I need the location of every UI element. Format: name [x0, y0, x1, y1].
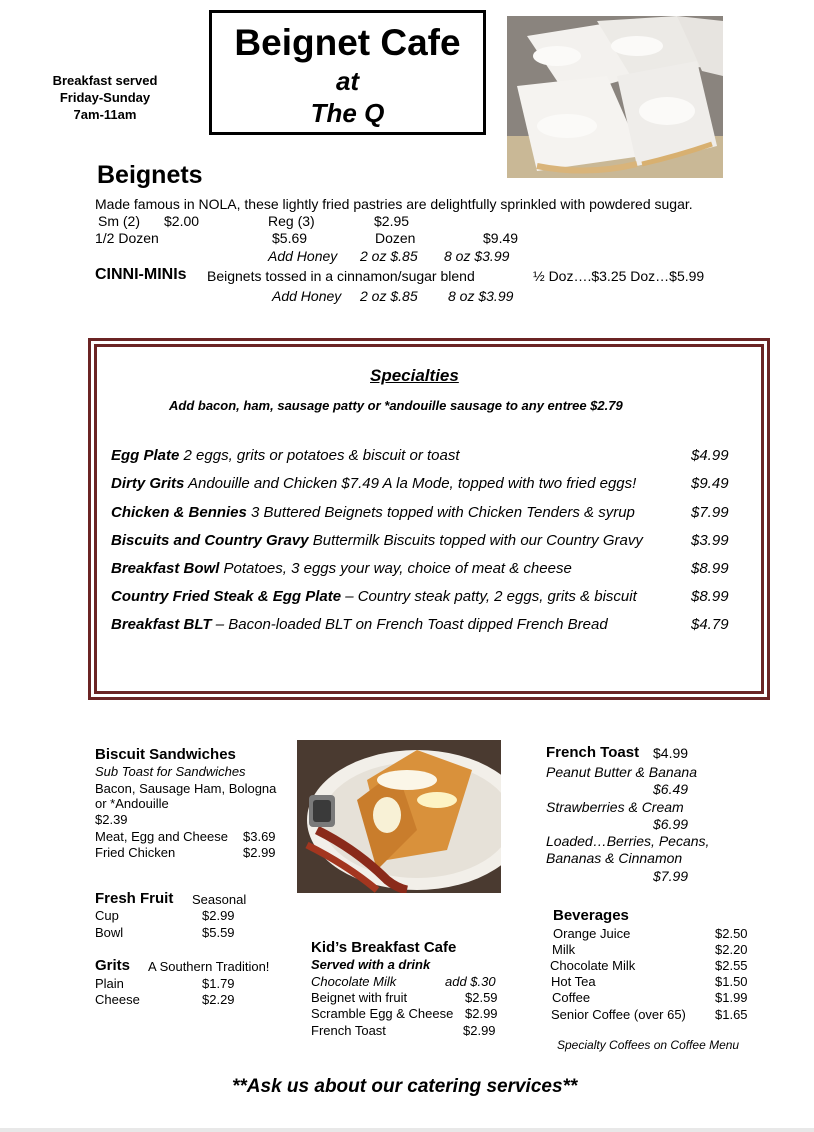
hours-line: 7am-11am	[73, 107, 137, 122]
fruit-item-price: $5.59	[202, 925, 235, 940]
honey-label: Add Honey	[268, 248, 338, 264]
specialties-heading: Specialties	[370, 366, 459, 385]
beverage-price: $2.20	[715, 942, 748, 957]
specialties-inner	[94, 344, 764, 694]
beverage-name: Milk	[552, 942, 576, 957]
french-toast-price: $4.99	[653, 745, 689, 761]
kids-item-name: Beignet with fruit	[311, 990, 408, 1005]
french-toast-item-name: Bananas & Cinnamon	[546, 850, 683, 866]
french-toast-photo	[297, 740, 501, 893]
honey-label: Add Honey	[272, 288, 342, 304]
biscuit-item-price: $3.69	[243, 829, 276, 844]
specialty-item	[111, 559, 731, 579]
title-venue: The Q	[310, 98, 385, 128]
specialty-desc: Potatoes, 3 eggs your way, choice of meat & cheese	[219, 560, 572, 577]
hours-line: Breakfast served	[52, 73, 158, 88]
kids-item-price: $2.99	[463, 1023, 496, 1038]
specialty-desc: Andouille and Chicken $7.49 A la Mode, topped with two fried eggs!	[184, 475, 637, 492]
specialty-price: $8.99	[691, 588, 729, 605]
specialty-name: Egg Plate	[111, 447, 180, 464]
specialty-name: Dirty Grits	[111, 475, 185, 492]
kids-item-price: $2.99	[465, 1006, 498, 1021]
beverage-price: $2.50	[715, 926, 748, 941]
beverages-heading: Beverages	[553, 907, 629, 924]
honey-2oz: 2 oz $.85	[360, 288, 418, 304]
fruit-item-name: Bowl	[95, 925, 124, 940]
beverage-name: Senior Coffee (over 65)	[551, 1007, 686, 1022]
grits-note: A Southern Tradition!	[148, 959, 270, 974]
specialty-name: Country Fried Steak & Egg Plate	[111, 588, 342, 605]
kids-item-price: $2.59	[465, 990, 498, 1005]
french-toast-item-price: $7.99	[653, 868, 689, 884]
specialty-price: $8.99	[691, 560, 729, 577]
specialty-desc: 3 Buttered Beignets topped with Chicken Tenders & syrup	[246, 504, 635, 521]
french-toast-item-price: $6.99	[653, 816, 689, 832]
honey-8oz: 8 oz $3.99	[448, 288, 514, 304]
specialty-desc: – Country steak patty, 2 eggs, grits & biscuit	[341, 588, 637, 605]
hours-line: Friday-Sunday	[59, 90, 151, 105]
honey-8oz: 8 oz $3.99	[444, 248, 510, 264]
honey-2oz: 2 oz $.85	[360, 248, 418, 264]
specialty-name: Breakfast Bowl	[111, 560, 220, 577]
specialty-item	[111, 503, 731, 523]
biscuit-item-name: Meat, Egg and Cheese	[95, 829, 228, 844]
cinni-mini-name: CINNI-MINIs	[95, 266, 187, 283]
beignet-size-price: $2.00	[164, 213, 200, 229]
specialty-item	[111, 474, 731, 494]
fruit-heading: Fresh Fruit	[95, 890, 174, 907]
page-title: Beignet Cafe	[234, 22, 461, 63]
cinni-mini-prices: ½ Doz….$3.25 Doz…$5.99	[533, 268, 705, 284]
french-toast-item-name: Peanut Butter & Banana	[546, 764, 697, 780]
french-toast-item-name: Loaded…Berries, Pecans,	[546, 833, 710, 849]
french-toast-item-name: Strawberries & Cream	[546, 799, 684, 815]
french-toast-item-price: $6.49	[653, 781, 689, 797]
biscuit-price: $2.39	[95, 812, 128, 827]
kids-heading: Kid’s Breakfast Cafe	[311, 939, 457, 956]
title-at: at	[335, 66, 360, 96]
specialty-name: Breakfast BLT	[111, 616, 212, 633]
beverage-name: Coffee	[552, 990, 591, 1005]
grits-item-price: $1.79	[202, 976, 235, 991]
beverage-name: Orange Juice	[553, 926, 631, 941]
beverage-price: $1.99	[715, 990, 748, 1005]
specialty-desc: – Bacon-loaded BLT on French Toast dipped French Bread	[211, 616, 608, 633]
beverage-price: $1.50	[715, 974, 748, 989]
beignets-heading: Beignets	[97, 161, 203, 189]
specialties-box	[88, 338, 770, 700]
grits-item-name: Plain	[95, 976, 124, 991]
beverage-price: $1.65	[715, 1007, 748, 1022]
specialty-item	[111, 615, 731, 635]
specialty-price: $7.99	[691, 504, 729, 521]
biscuit-item-name: Fried Chicken	[95, 845, 176, 860]
specialties-addon: Add bacon, ham, sausage patty or *andouille sausage to any entree $2.79	[169, 398, 623, 413]
french-toast-heading: French Toast	[546, 744, 640, 761]
fruit-note: Seasonal	[192, 892, 247, 907]
title-box	[209, 10, 486, 135]
specialty-item	[111, 587, 731, 607]
kids-item-name: Chocolate Milk	[311, 974, 397, 989]
biscuit-item-price: $2.99	[243, 845, 276, 860]
specialty-price: $3.99	[691, 532, 729, 549]
hours-block	[40, 72, 170, 123]
beignet-size-label: 1/2 Dozen	[95, 230, 159, 246]
beverage-name: Chocolate Milk	[550, 958, 636, 973]
catering-footer: **Ask us about our catering services**	[232, 1076, 578, 1097]
biscuit-line: Bacon, Sausage Ham, Bologna	[95, 781, 277, 796]
beignet-size-price: $2.95	[374, 213, 410, 229]
kids-item-name: French Toast	[311, 1023, 386, 1038]
beignet-size-label: Reg (3)	[268, 213, 315, 229]
specialty-name: Chicken & Bennies	[111, 504, 247, 521]
beignet-size-label: Dozen	[375, 230, 416, 246]
biscuit-heading: Biscuit Sandwiches	[95, 746, 236, 763]
beverage-name: Hot Tea	[551, 974, 596, 989]
specialty-desc: Buttermilk Biscuits topped with our Country Gravy	[308, 532, 643, 549]
biscuit-sub: Sub Toast for Sandwiches	[95, 764, 246, 779]
page-bottom-edge	[0, 1128, 814, 1132]
kids-item-price: add $.30	[445, 974, 496, 989]
grits-item-price: $2.29	[202, 992, 235, 1007]
kids-item-name: Scramble Egg & Cheese	[311, 1006, 454, 1021]
grits-item-name: Cheese	[95, 992, 140, 1007]
specialty-item	[111, 446, 731, 466]
grits-heading: Grits	[95, 957, 131, 974]
specialty-price: $4.99	[691, 447, 729, 464]
specialty-price: $9.49	[691, 475, 729, 492]
fruit-item-name: Cup	[95, 908, 119, 923]
biscuit-line: or *Andouille	[95, 796, 169, 811]
beignets-photo	[507, 16, 723, 178]
specialty-item	[111, 531, 731, 551]
beverage-price: $2.55	[715, 958, 748, 973]
beignet-size-price: $9.49	[483, 230, 519, 246]
fruit-item-price: $2.99	[202, 908, 235, 923]
beignet-size-label: Sm (2)	[98, 213, 140, 229]
cinni-mini-desc: Beignets tossed in a cinnamon/sugar blend	[207, 268, 475, 284]
specialty-desc: 2 eggs, grits or potatoes & biscuit or toast	[179, 447, 460, 464]
beignets-description: Made famous in NOLA, these lightly fried pastries are delightfully sprinkled with powdered sugar.	[95, 196, 693, 212]
beignet-size-price: $5.69	[272, 230, 308, 246]
kids-sub: Served with a drink	[311, 957, 431, 972]
coffee-note: Specialty Coffees on Coffee Menu	[557, 1038, 740, 1052]
specialty-price: $4.79	[691, 616, 729, 633]
specialty-name: Biscuits and Country Gravy	[111, 532, 309, 549]
